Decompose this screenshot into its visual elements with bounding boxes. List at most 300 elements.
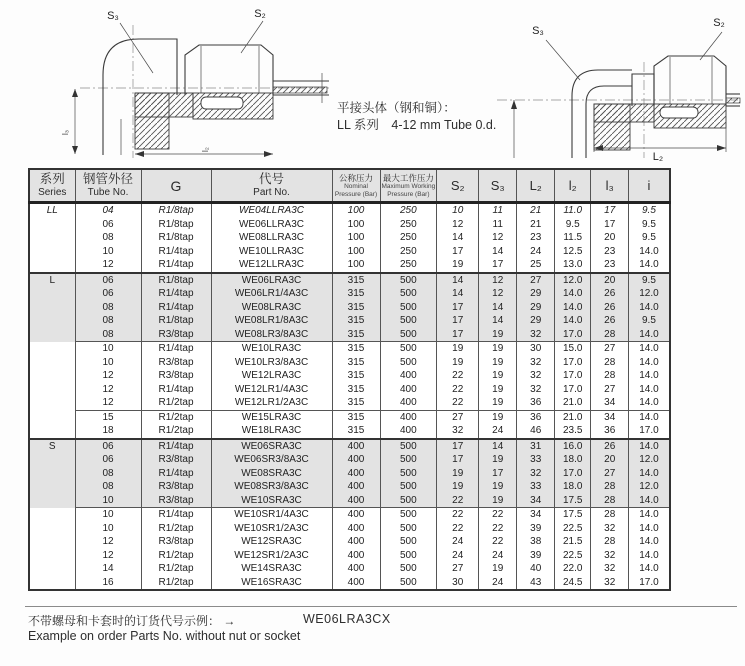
s3-label: S₃	[107, 10, 119, 22]
data-cell: 32	[591, 562, 629, 576]
data-cell: WE18LRA3C	[211, 424, 332, 439]
data-cell: 17.0	[555, 467, 591, 481]
series-cell	[29, 287, 75, 301]
data-cell: R1/2tap	[141, 562, 211, 576]
data-cell: R1/8tap	[141, 203, 211, 218]
data-cell: 14.0	[555, 301, 591, 315]
data-cell: 14.0	[629, 494, 670, 508]
data-cell: 24	[437, 549, 479, 563]
data-cell: 315	[332, 342, 380, 356]
data-cell: 400	[332, 439, 380, 454]
data-cell: 10	[437, 203, 479, 218]
data-cell: 19	[479, 383, 517, 397]
table-row	[29, 522, 670, 536]
data-cell: 28	[591, 356, 629, 370]
data-cell: 32	[517, 383, 555, 397]
right-fitting-drawing	[492, 14, 742, 162]
spec-table-body	[29, 203, 670, 591]
data-cell: 9.5	[629, 203, 670, 218]
data-cell: 27	[437, 410, 479, 424]
data-cell: 100	[332, 203, 380, 218]
data-cell: 08	[75, 480, 141, 494]
data-cell: 14.0	[629, 467, 670, 481]
data-cell: 12	[437, 218, 479, 232]
data-cell: 21.0	[555, 410, 591, 424]
data-cell: 14.0	[629, 549, 670, 563]
order-note-en: Example on order Parts No. without nut or socket	[28, 629, 301, 643]
data-cell: 17	[437, 453, 479, 467]
data-cell: 315	[332, 328, 380, 342]
data-cell: WE08LR3/8A3C	[211, 328, 332, 342]
data-cell: 17.0	[555, 369, 591, 383]
series-cell	[29, 494, 75, 508]
data-cell: 22	[437, 396, 479, 410]
data-cell: 08	[75, 231, 141, 245]
series-cell	[29, 356, 75, 370]
data-cell: R1/4tap	[141, 467, 211, 481]
data-cell: R1/2tap	[141, 410, 211, 424]
data-cell: WE10SR1/2A3C	[211, 522, 332, 536]
data-cell: 19	[437, 356, 479, 370]
dim-L2-label: L₂	[652, 151, 664, 162]
data-cell: 17	[479, 258, 517, 273]
data-cell: 28	[591, 535, 629, 549]
data-cell: 12.5	[555, 245, 591, 259]
data-cell: 400	[380, 369, 437, 383]
left-fitting-drawing	[25, 3, 335, 161]
col-header-series	[29, 169, 75, 203]
col-header-l2: l₂	[555, 169, 591, 203]
data-cell: 24	[479, 549, 517, 563]
data-cell: 12.0	[555, 273, 591, 288]
data-cell: 100	[332, 245, 380, 259]
data-cell: 06	[75, 287, 141, 301]
table-row	[29, 480, 670, 494]
data-cell: 10	[75, 342, 141, 356]
data-cell: 19	[437, 342, 479, 356]
example-part-number: WE06LRA3CX	[303, 612, 391, 626]
data-cell: 06	[75, 453, 141, 467]
data-cell: 21.0	[555, 396, 591, 410]
labels	[107, 8, 266, 73]
table-row	[29, 342, 670, 356]
table-row	[29, 494, 670, 508]
series-cell	[29, 467, 75, 481]
data-cell: 20	[591, 231, 629, 245]
data-cell: R1/4tap	[141, 383, 211, 397]
data-cell: 32	[517, 328, 555, 342]
data-cell: 100	[332, 231, 380, 245]
data-cell: 14	[479, 314, 517, 328]
data-cell: 12	[75, 535, 141, 549]
data-cell: 12.0	[629, 287, 670, 301]
data-cell: R3/8tap	[141, 453, 211, 467]
series-cell	[29, 369, 75, 383]
data-cell: R3/8tap	[141, 494, 211, 508]
data-cell: WE10LRA3C	[211, 342, 332, 356]
table-row	[29, 203, 670, 218]
data-cell: 500	[380, 494, 437, 508]
data-cell: 12.0	[629, 480, 670, 494]
data-cell: 500	[380, 508, 437, 522]
data-cell: 12	[75, 258, 141, 273]
data-cell: 9.5	[629, 231, 670, 245]
header-part-en: Part No.	[253, 187, 290, 198]
data-cell: 32	[517, 467, 555, 481]
data-cell: 250	[380, 203, 437, 218]
data-cell: WE08LLRA3C	[211, 231, 332, 245]
data-cell: 18	[75, 424, 141, 439]
data-cell: 400	[332, 453, 380, 467]
data-cell: 12	[75, 383, 141, 397]
col-header-part	[211, 169, 332, 203]
data-cell: 500	[380, 342, 437, 356]
table-row	[29, 576, 670, 591]
data-cell: 19	[479, 328, 517, 342]
col-header-tube	[75, 169, 141, 203]
data-cell: 29	[517, 314, 555, 328]
table-row	[29, 508, 670, 522]
data-cell: 250	[380, 218, 437, 232]
series-cell	[29, 301, 75, 315]
series-cell	[29, 258, 75, 273]
data-cell: WE12SR1/2A3C	[211, 549, 332, 563]
data-cell: 14.0	[629, 369, 670, 383]
header-part-zh: 代号	[258, 172, 284, 186]
data-cell: 14.0	[629, 245, 670, 259]
col-header-L2: L₂	[517, 169, 555, 203]
data-cell: 10	[75, 522, 141, 536]
data-cell: 500	[380, 356, 437, 370]
data-cell: 9.5	[555, 218, 591, 232]
table-row	[29, 549, 670, 563]
data-cell: 400	[332, 549, 380, 563]
data-cell: 14.0	[629, 562, 670, 576]
data-cell: R1/2tap	[141, 396, 211, 410]
data-cell: 14.0	[629, 258, 670, 273]
data-cell: 19	[437, 480, 479, 494]
data-cell: 315	[332, 301, 380, 315]
data-cell: 14.0	[629, 508, 670, 522]
data-cell: 10	[75, 494, 141, 508]
data-cell: 11	[479, 218, 517, 232]
data-cell: 14	[437, 231, 479, 245]
data-cell: 06	[75, 218, 141, 232]
data-cell: 28	[591, 508, 629, 522]
footer-divider	[25, 606, 737, 607]
table-row	[29, 273, 670, 288]
data-cell: 06	[75, 439, 141, 454]
data-cell: 08	[75, 301, 141, 315]
data-cell: 24.5	[555, 576, 591, 591]
data-cell: 500	[380, 453, 437, 467]
data-cell: 14.0	[555, 314, 591, 328]
data-cell: 14	[75, 562, 141, 576]
data-cell: 29	[517, 287, 555, 301]
data-cell: 32	[591, 576, 629, 591]
data-cell: 28	[591, 369, 629, 383]
data-cell: 14.0	[555, 287, 591, 301]
data-cell: 21.5	[555, 535, 591, 549]
data-cell: 18.0	[555, 453, 591, 467]
data-cell: 250	[380, 258, 437, 273]
series-cell	[29, 314, 75, 328]
data-cell: 27	[437, 562, 479, 576]
data-cell: 17.0	[555, 356, 591, 370]
data-cell: WE08LR1/8A3C	[211, 314, 332, 328]
series-cell	[29, 535, 75, 549]
data-cell: 315	[332, 410, 380, 424]
data-cell: 10	[75, 245, 141, 259]
header-series-zh: 系列	[39, 172, 65, 186]
data-cell: WE16SRA3C	[211, 576, 332, 591]
data-cell: 08	[75, 467, 141, 481]
data-cell: 23	[517, 231, 555, 245]
data-cell: 33	[517, 480, 555, 494]
description-line-zh: 平接头体（钢和铜）：	[337, 101, 456, 115]
table-row	[29, 396, 670, 410]
data-cell: 17	[591, 203, 629, 218]
data-cell: 17	[437, 301, 479, 315]
data-cell: 34	[591, 396, 629, 410]
data-cell: 100	[332, 258, 380, 273]
data-cell: 315	[332, 396, 380, 410]
data-cell: R1/2tap	[141, 522, 211, 536]
data-cell: 500	[380, 480, 437, 494]
data-cell: 19	[437, 258, 479, 273]
series-cell	[29, 562, 75, 576]
data-cell: 12	[75, 369, 141, 383]
data-cell: 21	[517, 218, 555, 232]
data-cell: 22.5	[555, 522, 591, 536]
order-note-zh: 不带螺母和卡套时的订货代号示例： →	[28, 614, 236, 628]
data-cell: 400	[332, 508, 380, 522]
data-cell: 400	[332, 494, 380, 508]
data-cell: 21	[517, 203, 555, 218]
data-cell: 500	[380, 314, 437, 328]
data-cell: 400	[380, 410, 437, 424]
data-cell: 400	[380, 424, 437, 439]
table-row	[29, 231, 670, 245]
data-cell: 29	[517, 301, 555, 315]
data-cell: 400	[332, 562, 380, 576]
data-cell: 400	[380, 396, 437, 410]
data-cell: R1/4tap	[141, 245, 211, 259]
data-cell: 19	[479, 453, 517, 467]
labels	[532, 17, 725, 80]
data-cell: 16.0	[555, 439, 591, 454]
data-cell: 22	[437, 383, 479, 397]
series-cell	[29, 245, 75, 259]
s2-label: S₂	[713, 17, 725, 29]
dim-l2-label: l₂	[201, 147, 210, 152]
data-cell: 17.5	[555, 494, 591, 508]
data-cell: 14.0	[629, 535, 670, 549]
table-header	[29, 169, 670, 203]
data-cell: 46	[517, 424, 555, 439]
cross-section-hatching	[594, 98, 740, 150]
table-row	[29, 369, 670, 383]
series-cell	[29, 328, 75, 342]
series-cell	[29, 522, 75, 536]
data-cell: 17.0	[555, 328, 591, 342]
data-cell: 400	[332, 480, 380, 494]
data-cell: 40	[517, 562, 555, 576]
data-cell: 14.0	[629, 356, 670, 370]
data-cell: 19	[479, 356, 517, 370]
data-cell: 14.0	[629, 396, 670, 410]
data-cell: 39	[517, 549, 555, 563]
col-header-s2: S₂	[437, 169, 479, 203]
header-tube-zh: 钢管外径	[82, 172, 133, 186]
series-cell	[29, 480, 75, 494]
data-cell: 500	[380, 576, 437, 591]
data-cell: R1/4tap	[141, 258, 211, 273]
data-cell: 12	[479, 273, 517, 288]
data-cell: R1/8tap	[141, 218, 211, 232]
data-cell: WE12LLRA3C	[211, 258, 332, 273]
data-cell: WE12LRA3C	[211, 369, 332, 383]
table-row	[29, 314, 670, 328]
data-cell: 26	[591, 287, 629, 301]
data-cell: 23	[591, 245, 629, 259]
data-cell: 14.0	[629, 342, 670, 356]
data-cell: 14	[479, 439, 517, 454]
series-cell: L	[29, 273, 75, 288]
data-cell: 28	[591, 494, 629, 508]
data-cell: 08	[75, 314, 141, 328]
data-cell: 250	[380, 231, 437, 245]
data-cell: 19	[479, 480, 517, 494]
data-cell: 500	[380, 562, 437, 576]
data-cell: 36	[517, 396, 555, 410]
data-cell: R3/8tap	[141, 535, 211, 549]
data-cell: 27	[591, 467, 629, 481]
data-cell: R3/8tap	[141, 369, 211, 383]
data-cell: R1/8tap	[141, 273, 211, 288]
data-cell: 10	[75, 356, 141, 370]
data-cell: 500	[380, 439, 437, 454]
data-cell: 400	[332, 522, 380, 536]
series-cell	[29, 508, 75, 522]
data-cell: 400	[332, 576, 380, 591]
data-cell: 400	[332, 535, 380, 549]
data-cell: 17.0	[555, 383, 591, 397]
data-cell: 500	[380, 522, 437, 536]
product-description	[337, 100, 496, 134]
data-cell: 22.0	[555, 562, 591, 576]
data-cell: 315	[332, 356, 380, 370]
data-cell: R1/2tap	[141, 549, 211, 563]
data-cell: 20	[591, 453, 629, 467]
data-cell: 12	[75, 549, 141, 563]
data-cell: 04	[75, 203, 141, 218]
series-cell: S	[29, 439, 75, 454]
data-cell: 400	[380, 383, 437, 397]
data-cell: WE08LRA3C	[211, 301, 332, 315]
data-cell: 12	[479, 287, 517, 301]
data-cell: 315	[332, 287, 380, 301]
col-header-nominal-pressure: 公称压力 Nominal Pressure (Bar)	[332, 169, 380, 203]
data-cell: 500	[380, 535, 437, 549]
data-cell: 10	[75, 508, 141, 522]
data-cell: 315	[332, 369, 380, 383]
data-cell: 22	[479, 508, 517, 522]
data-cell: 9.5	[629, 218, 670, 232]
data-cell: 08	[75, 328, 141, 342]
data-cell: R3/8tap	[141, 328, 211, 342]
data-cell: 14	[437, 287, 479, 301]
series-cell	[29, 576, 75, 591]
data-cell: 14.0	[629, 383, 670, 397]
data-cell: R1/2tap	[141, 424, 211, 439]
data-cell: 14	[437, 273, 479, 288]
data-cell: 400	[332, 467, 380, 481]
data-cell: 100	[332, 218, 380, 232]
header-series-en: Series	[38, 187, 67, 198]
data-cell: 9.5	[629, 314, 670, 328]
data-cell: 500	[380, 549, 437, 563]
data-cell: R3/8tap	[141, 480, 211, 494]
data-cell: 39	[517, 522, 555, 536]
data-cell: 14.0	[629, 522, 670, 536]
data-cell: 26	[591, 301, 629, 315]
data-cell: 28	[591, 328, 629, 342]
data-cell: 31	[517, 439, 555, 454]
data-cell: 19	[437, 467, 479, 481]
data-cell: 24	[479, 576, 517, 591]
data-cell: 36	[517, 410, 555, 424]
data-cell: WE08SR3/8A3C	[211, 480, 332, 494]
data-cell: 25	[517, 258, 555, 273]
data-cell: WE06LRA3C	[211, 273, 332, 288]
data-cell: 315	[332, 314, 380, 328]
dim-l3-label: l₃	[61, 129, 70, 135]
data-cell: 22	[437, 494, 479, 508]
data-cell: 43	[517, 576, 555, 591]
data-cell: WE10LR3/8A3C	[211, 356, 332, 370]
data-cell: 19	[479, 342, 517, 356]
series-cell: LL	[29, 203, 75, 218]
data-cell: 17.0	[629, 576, 670, 591]
data-cell: 22	[479, 535, 517, 549]
data-cell: R1/8tap	[141, 314, 211, 328]
col-header-l3: l₃	[591, 169, 629, 203]
data-cell: 22	[437, 369, 479, 383]
data-cell: WE08SRA3C	[211, 467, 332, 481]
table-row	[29, 453, 670, 467]
data-cell: 34	[517, 494, 555, 508]
data-cell: R1/2tap	[141, 576, 211, 591]
data-cell: 17	[437, 314, 479, 328]
data-cell: 315	[332, 424, 380, 439]
data-cell: 315	[332, 273, 380, 288]
table-row	[29, 410, 670, 424]
data-cell: 11	[479, 203, 517, 218]
data-cell: 12	[479, 231, 517, 245]
series-cell	[29, 410, 75, 424]
data-cell: WE10SR1/4A3C	[211, 508, 332, 522]
table-row	[29, 424, 670, 439]
series-cell	[29, 424, 75, 439]
data-cell: WE15LRA3C	[211, 410, 332, 424]
table-row	[29, 258, 670, 273]
data-cell: 33	[517, 453, 555, 467]
data-cell: 500	[380, 273, 437, 288]
cross-section-hatching	[135, 87, 327, 149]
data-cell: 27	[517, 273, 555, 288]
data-cell: R1/4tap	[141, 287, 211, 301]
